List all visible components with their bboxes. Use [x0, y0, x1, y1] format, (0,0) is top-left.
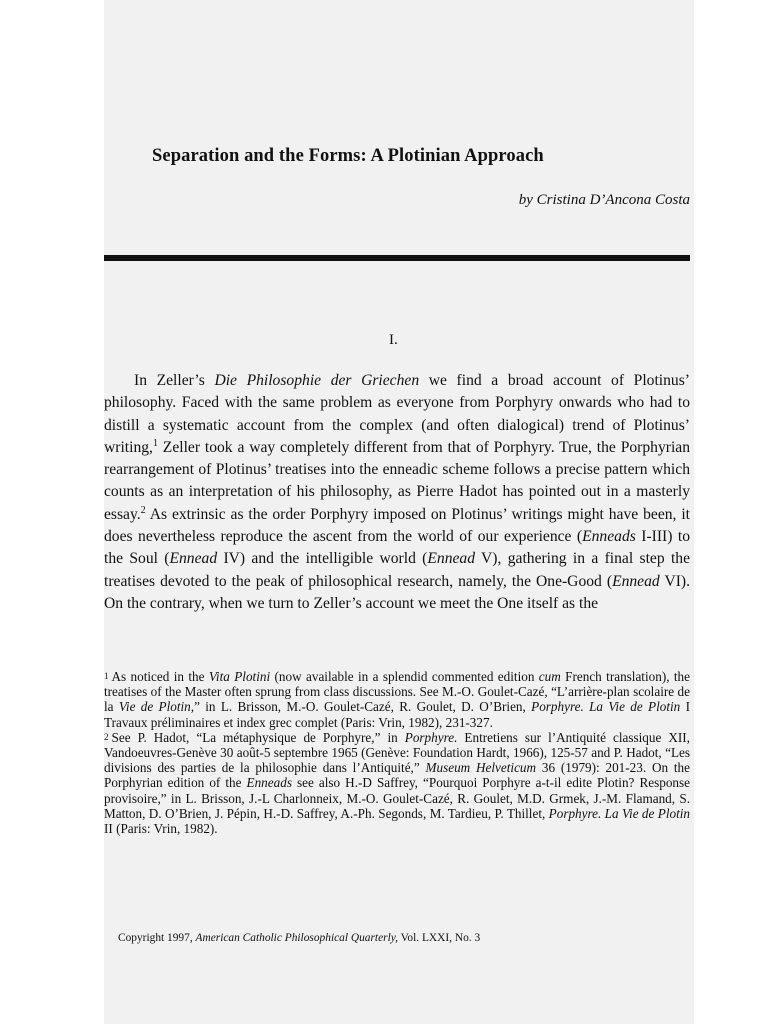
- italic-term: Museum Helveticum: [425, 760, 537, 776]
- paragraph-1: [104, 370, 690, 615]
- text-run: In Zeller’s: [134, 372, 215, 389]
- section-number: I.: [389, 332, 398, 348]
- body-text: [104, 370, 690, 615]
- text-run: IV) and the intelligible world (: [217, 550, 428, 568]
- italic-term: Ennead: [169, 550, 218, 568]
- italic-term: Vita Plotini: [208, 669, 271, 684]
- text-run: Vol. LXXI, No. 3: [398, 932, 481, 944]
- italic-term: Porphyre. La Vie de Plotin: [531, 699, 681, 715]
- italic-term: Ennead: [612, 572, 660, 590]
- italic-term: Enneads: [246, 775, 292, 791]
- footnote-ref-1[interactable]: 1: [152, 437, 158, 449]
- footnote-2: [104, 730, 690, 836]
- footnote-mark: 2: [104, 731, 109, 742]
- italic-term: Enneads: [582, 528, 636, 546]
- text-run: 36 (1979): 201-23. On the Porphyrian edition of the: [104, 760, 690, 791]
- text-run: As noticed in the: [111, 669, 209, 684]
- footnotes: [104, 669, 690, 836]
- text-run: As extrinsic as the order Porphyry imposed on Plotinus’ writings might have been, it does nevertheless reproduce the ascent from the world of our experience (: [104, 505, 690, 546]
- article-author: by Cristina D’Ancona Costa: [518, 192, 690, 208]
- text-run: I Travaux préliminaires et index grec complet (Paris: Vrin, 1982), 231-327.: [104, 699, 690, 730]
- text-run: Copyright 1997,: [118, 932, 196, 944]
- text-run: French translation), the treatises of the Master often sprung from class discussions. See M.-O. Goulet-Cazé, “L’arrière-plan scolaire de la: [104, 669, 690, 715]
- italic-term: Ennead: [427, 550, 476, 568]
- text-run: ” in L. Brisson, M.-O. Goulet-Cazé, R. Goulet, D. O’Brien,: [194, 699, 532, 715]
- book-title: Die Philosophie der Griechen: [214, 372, 420, 389]
- text-run: we find a broad account of Plotinus’ philosophy. Faced with the same problem as everyone from Porphyry onwards who had to distill a systematic account from the complex (and often dialogical) trend of Plotinus’ writing,: [104, 372, 690, 456]
- footnote-mark: 1: [104, 671, 109, 681]
- text-run: I-III) to the Soul (: [104, 528, 690, 568]
- text-run: V), gathering in a final step the treatises devoted to the peak of philosophical research, namely, the One-Good (: [104, 550, 690, 590]
- footnote-ref-2[interactable]: 2: [140, 504, 146, 516]
- text-run: Entretiens sur l’Antiquité classique XII, Vandoeuvres-Genève 30 août-5 septembre 1965 (Genève: Foundation Hardt, 1966), 125-57 and P. Hadot, “Les divisions des parties de la philosophie dans l’Antiquité,”: [104, 729, 690, 776]
- text-run: (now available in a splendid commented edition: [270, 669, 539, 684]
- text-run: II (Paris: Vrin, 1982).: [104, 821, 218, 837]
- italic-term: Vie de Plotin,: [118, 699, 195, 715]
- text-run: See P. Hadot, “La métaphysique de Porphyre,” in: [111, 729, 405, 745]
- copyright-line: [118, 932, 480, 944]
- italic-term: Porphyre. La Vie de Plotin: [548, 805, 690, 821]
- header-rule: [104, 255, 690, 261]
- journal-name: American Catholic Philosophical Quarterly,: [195, 932, 399, 944]
- text-run: see also H.-D Saffrey, “Pourquoi Porphyre a-t-il edite Plotin? Response provisoire,” in L. Brisson, J.-L Charlonneix, M.-O. Goulet-Cazé, R. Goulet, M.D. Grmek, J.-M. Flamand, S. Matton, D. O’Brien, J. Pépin, H.-D. Saffrey, A.-Ph. Segonds, M. Tardieu, P. Thillet,: [104, 775, 690, 821]
- italic-term: Porphyre.: [404, 729, 458, 745]
- footnote-1: [104, 669, 690, 730]
- text-run: Zeller took a way completely different from that of Porphyry. True, the Porphyrian rearrangement of Plotinus’ treatises into the enneadic scheme follows a precise pattern which counts as an interpretation of his philosophy, as Pierre Hadot has pointed out in a masterly essay.: [104, 438, 690, 523]
- italic-term: cum: [538, 669, 561, 684]
- article-title: Separation and the Forms: A Plotinian Approach: [152, 146, 544, 166]
- text-run: VI). On the contrary, when we turn to Zeller’s account we meet the One itself as the: [104, 572, 690, 612]
